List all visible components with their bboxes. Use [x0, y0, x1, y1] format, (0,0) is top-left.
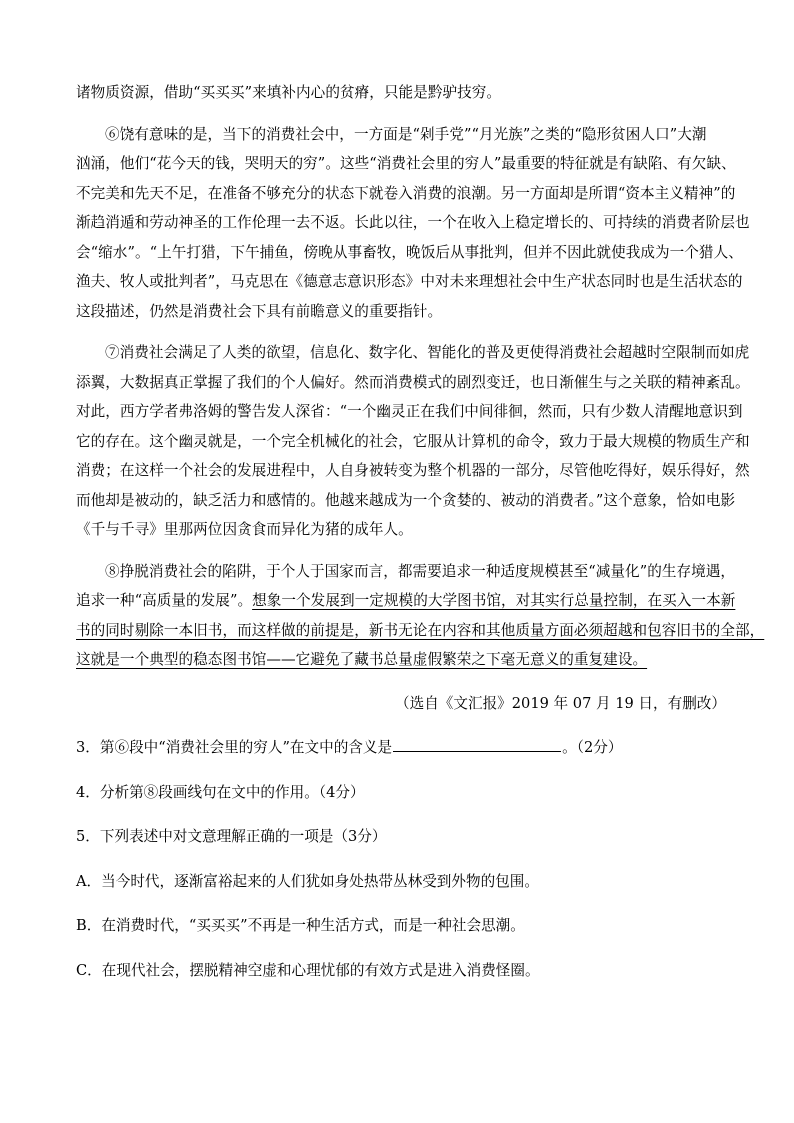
- question-4: 4．分析第⑧段画线句在文中的作用。（4分）: [76, 783, 365, 801]
- question-3: [76, 733, 726, 763]
- para8-line: ⑧挣脱消费社会的陷阱，于个人于国家而言，都需要追求一种适度规模甚至“减量化”的生存境遇，: [105, 562, 736, 580]
- option-a: A．当今时代，逐渐富裕起来的人们犹如身处热带丛林受到外物的包围。: [76, 872, 539, 890]
- intro-line: 诸物质资源，借助“买买买”来填补内心的贫瘠，只能是黔驴技穷。: [76, 84, 502, 101]
- para7-line: 而他却是被动的，缺乏活力和感情的。他越来越成为一个贪婪的、被动的消费者。”这个意象，恰如电影: [76, 491, 736, 509]
- para6-line: 汹涌，他们“花今天的钱，哭明天的穷”。这些“消费社会里的穷人”最重要的特征就是有缺陷、有欠缺、: [76, 155, 736, 172]
- underlined-sentence: 书的同时剔除一本旧书，而这样做的前提是，新书无论在内容和其他质量方面必须超越和包容旧书的全部，: [76, 621, 765, 639]
- answer-blank[interactable]: [393, 737, 561, 752]
- para7-line: ⑦消费社会满足了人类的欲望，信息化、数字化、智能化的普及更使得消费社会超越时空限制而如虎: [105, 344, 750, 361]
- question-3-score: 。（2分）: [562, 739, 623, 756]
- para6-line: 会“缩水”。“上午打猎，下午捕鱼，傍晚从事畜牧，晚饭后从事批判，但并不因此就使我成为一个猎人、: [76, 243, 743, 261]
- para6-line: ⑥饶有意味的是，当下的消费社会中，一方面是“剁手党”“月光族”之类的“隐形贫困人口”大潮: [105, 125, 707, 143]
- para6-line: 不完美和先天不足，在准备不够充分的状态下就卷入消费的浪潮。另一方面却是所谓“资本主义精神”的: [76, 184, 736, 202]
- para6-line: 渔夫、牧人或批判者”，马克思在《德意志意识形态》中对未来理想社会中生产状态同时也是生活状态的: [76, 273, 743, 290]
- paragraph-8: [76, 557, 765, 675]
- option-b: B．在消费时代，“买买买”不再是一种生活方式，而是一种社会思潮。: [76, 917, 525, 934]
- paragraph-6: [76, 120, 750, 327]
- article-page: [76, 78, 765, 985]
- para8-line: [76, 616, 765, 646]
- underlined-sentence: 想象一个发展到一定规模的大学图书馆，对其实行总量控制，在买入一本新: [252, 592, 736, 609]
- option-c: C．在现代社会，摆脱精神空虚和心理忧郁的有效方式是进入消费怪圈。: [76, 961, 540, 979]
- para8-line: [76, 645, 726, 675]
- underlined-sentence: 这就是一个典型的稳态图书馆——它避免了藏书总量虚假繁荣之下毫无意义的重复建设。: [76, 651, 648, 668]
- question-5: 5．下列表述中对文意理解正确的一项是（3分）: [76, 828, 387, 845]
- para8-line: [76, 586, 736, 616]
- para7-line: 对此，西方学者弗洛姆的警告发人深省：“一个幽灵正在我们中间徘徊，然而，只有少数人清醒地意识到: [76, 403, 743, 420]
- para7-line: 消费；在这样一个社会的发展进程中，人自身被转变为整个机器的一部分，尽管他吃得好，娱乐得好，然: [76, 462, 750, 479]
- para6-line: 渐趋消遁和劳动神圣的工作伦理一去不返。长此以往，一个在收入上稳定增长的、可持续的消费者阶层也: [76, 214, 750, 231]
- para6-line: 这段描述，仍然是消费社会下具有前瞻意义的重要指针。: [76, 302, 443, 320]
- para8-plain-text: 追求一种“高质量的发展”。: [76, 592, 253, 609]
- para7-line: 《千与千寻》里那两位因贪食而异化为猪的成年人。: [76, 521, 413, 538]
- question-3-text: 3．第⑥段中“消费社会里的穷人”在文中的含义是: [76, 739, 393, 756]
- source-citation: （选自《文汇报》2019 年 07 月 19 日，有删改）: [395, 694, 726, 712]
- paragraph-7: [76, 338, 750, 545]
- para7-line: 它的存在。这个幽灵就是，一个完全机械化的社会，它服从计算机的命令，致力于最大规模的物质生产和: [76, 432, 750, 450]
- para7-line: 添翼，大数据真正掌握了我们的个人偏好。然而消费模式的剧烈变迁，也日渐催生与之关联的精神紊乱。: [76, 373, 750, 391]
